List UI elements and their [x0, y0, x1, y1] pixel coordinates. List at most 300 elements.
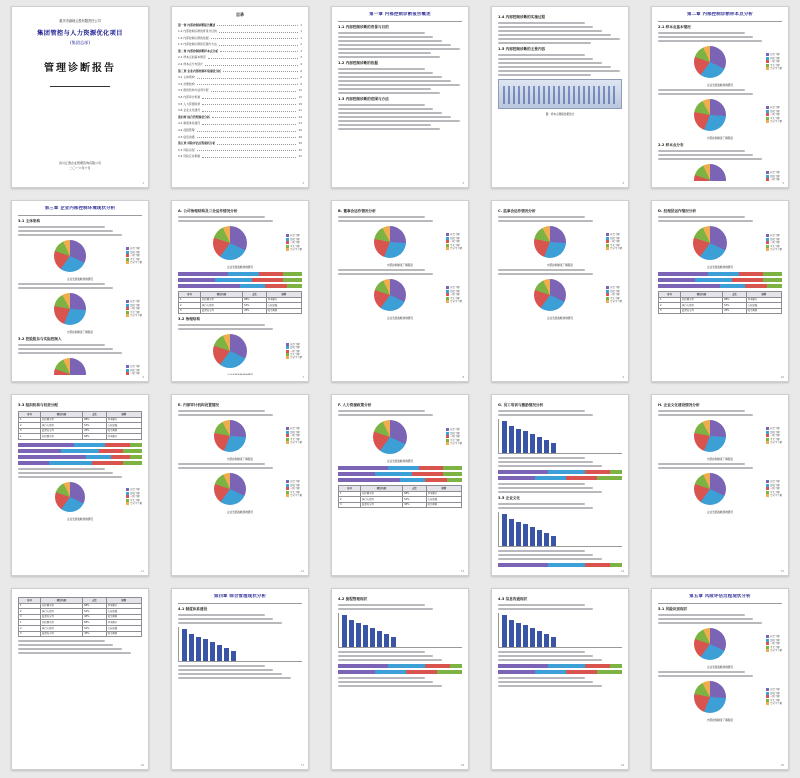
legend-label: 完全不了解 [290, 356, 302, 360]
toc-entry-page: 1 [300, 29, 302, 34]
text-line [338, 48, 460, 50]
page-cell[interactable] [640, 194, 800, 388]
page-content [338, 400, 462, 569]
text-line [498, 503, 585, 505]
bar [217, 645, 222, 661]
legend-swatch [766, 67, 769, 70]
text-line [338, 655, 433, 657]
bar-segment [767, 284, 782, 288]
table-header-cell: 项目内容 [40, 598, 82, 604]
cover-main-title: 管理诊断报告 [44, 63, 116, 74]
page-cell[interactable] [480, 194, 640, 388]
section-heading: 1.4 内部控制诊断的实施过程 [498, 15, 546, 19]
stacked-bar-row [338, 670, 462, 674]
toc-dots [197, 134, 297, 138]
chart-legend [766, 53, 782, 70]
bar-segment [130, 455, 142, 459]
text-line [338, 681, 433, 683]
legend-swatch [766, 120, 769, 123]
page-cell[interactable] [320, 388, 480, 582]
pie-block [18, 238, 142, 274]
chart-caption: 企业发展战略知晓情况 [707, 84, 733, 87]
toc-entry[interactable] [178, 81, 302, 86]
data-table [658, 291, 782, 314]
page-cell[interactable] [640, 582, 800, 776]
bar-segment [123, 461, 142, 465]
table-cell: 68% [83, 434, 106, 440]
document-page[interactable] [491, 6, 629, 188]
bar-segment [375, 472, 412, 476]
page-content [338, 12, 462, 181]
text-line [18, 226, 105, 228]
chart-caption: 企业发展战略知晓情况 [707, 511, 733, 514]
bar-segment [535, 476, 566, 480]
text-line [338, 84, 460, 86]
text-line [498, 220, 593, 222]
table-cell: 68% [83, 620, 106, 626]
toc-dots [202, 154, 296, 158]
text-line [338, 40, 442, 42]
legend-swatch [606, 247, 609, 250]
document-page[interactable] [331, 394, 469, 576]
bar-segment [610, 470, 622, 474]
legend-item [126, 261, 142, 264]
text-line [498, 273, 593, 275]
bar-segment [338, 478, 400, 482]
page-content [658, 12, 782, 181]
toc-dots [197, 128, 297, 132]
page-heading: 第三章 企业内部控制环境现状分析 [44, 206, 116, 211]
page-cell[interactable] [0, 194, 160, 388]
text-line [338, 124, 431, 126]
legend-label: 不太了解 [770, 437, 780, 441]
page-cell[interactable] [0, 388, 160, 582]
bar-segment [425, 664, 450, 668]
legend-label: 比较了解 [290, 430, 300, 434]
toc-entry-page: 6 [300, 75, 302, 80]
page-cell[interactable] [320, 194, 480, 388]
bar-segment [130, 443, 142, 447]
bar [530, 527, 535, 546]
text-line [498, 604, 585, 606]
legend-swatch [126, 314, 129, 317]
text-line [498, 465, 602, 467]
text-line [18, 344, 105, 346]
text-line [338, 32, 425, 34]
page-number: 13 [460, 570, 464, 573]
document-page[interactable] [491, 588, 629, 770]
table-header-cell: 序号 [179, 292, 201, 298]
legend-swatch [446, 442, 449, 445]
page-cell[interactable] [0, 582, 160, 776]
legend-label: 比较了解 [290, 346, 300, 350]
legend-label: 完全不了解 [610, 300, 622, 304]
toc-dots [219, 42, 298, 46]
toc-entry-label: 3.4 内部审计机制 [178, 95, 201, 100]
toc-dots [219, 29, 298, 33]
toc-entry[interactable] [178, 42, 302, 47]
text-line [498, 550, 585, 552]
bar-segment [425, 478, 447, 482]
toc-entry-page: 24 [298, 121, 302, 126]
section-heading: E. 内部审计机构设置情况 [178, 403, 220, 407]
chart-caption: 内部控制制度了解程度 [547, 264, 573, 267]
toc-dots [208, 55, 299, 59]
legend-label: 比较了解 [450, 236, 460, 240]
table-cell: 监督充分性 [40, 428, 82, 434]
text-line [658, 414, 753, 416]
section-heading: 3.1 主体架构 [18, 219, 40, 223]
legend-label: 一般了解 [290, 349, 300, 353]
toc-entry[interactable] [178, 134, 302, 139]
page-number: 7 [302, 376, 304, 379]
section-heading: 1.1 内部控制诊断的背景与目的 [338, 25, 389, 29]
legend-label: 完全不了解 [130, 314, 142, 318]
pie-block [658, 626, 782, 662]
legend-label: 非常了解 [450, 428, 460, 432]
toc-entry[interactable] [178, 48, 302, 53]
bar-segment [18, 461, 49, 465]
toc-entry[interactable] [178, 141, 302, 146]
text-line [498, 608, 593, 610]
table-header-cell: 说明 [426, 486, 461, 492]
toc-entry[interactable] [178, 55, 302, 60]
text-line [178, 414, 273, 416]
text-line [658, 216, 745, 218]
text-line [338, 120, 460, 122]
table-cell: 有待加强 [426, 497, 461, 503]
table-cell: 52% [403, 497, 426, 503]
pie-chart [54, 358, 86, 375]
table-cell: 3 [19, 428, 41, 434]
toc-entry-page: 32 [298, 154, 302, 159]
toc-entry[interactable] [178, 121, 302, 126]
section-heading: C. 监事会运作情况分析 [498, 209, 536, 213]
document-page[interactable] [11, 394, 149, 576]
legend-label: 一般了解 [770, 434, 780, 438]
chart-caption: 企业发展战略知晓情况 [227, 511, 253, 514]
table-cell: 制度健全性 [40, 603, 82, 609]
document-page[interactable] [331, 6, 469, 188]
table-cell: 68% [723, 297, 746, 303]
section-heading: 3.3 组织机构与权责分配 [18, 403, 58, 407]
legend-swatch [286, 356, 289, 359]
toc-entry[interactable] [178, 147, 302, 152]
legend-label: 完全不了解 [450, 442, 462, 446]
legend-label: 非常了解 [610, 286, 620, 290]
bar-chart [338, 613, 462, 648]
legend-item [126, 314, 142, 317]
text-line [338, 76, 442, 78]
toc-entry[interactable] [178, 75, 302, 80]
pie-chart [54, 240, 86, 272]
table-row [179, 308, 302, 314]
text-line [18, 348, 113, 350]
bar-segment [597, 670, 622, 674]
table-cell: 制度健全性 [40, 620, 82, 626]
section-heading: G. 员工培训与激励情况分析 [498, 403, 544, 407]
text-line [178, 673, 282, 675]
legend-label: 一般了解 [770, 113, 780, 117]
toc-entry[interactable] [178, 22, 302, 27]
table-header-cell: 说明 [106, 598, 141, 604]
legend-label: 一般了解 [770, 178, 780, 181]
legend-label: 一般了解 [770, 695, 780, 699]
legend-label: 一般了解 [450, 293, 460, 297]
page-cell[interactable] [480, 582, 640, 776]
table-cell: 1 [339, 491, 361, 497]
table-cell: 68% [403, 491, 426, 497]
pie-block [658, 97, 782, 133]
bar [377, 631, 382, 647]
text-line [18, 230, 113, 232]
toc-entry[interactable] [178, 68, 302, 73]
page-number: 9 [622, 376, 624, 379]
section-heading: 1.5 内部控制诊断的主要内容 [498, 47, 546, 51]
toc-entry[interactable] [178, 35, 302, 40]
document-page[interactable] [11, 588, 149, 770]
text-line [338, 56, 440, 58]
table-cell: 52% [723, 303, 746, 309]
text-line [338, 72, 433, 74]
document-page[interactable] [11, 6, 149, 188]
data-table [18, 411, 142, 440]
stacked-bar-chart [498, 563, 622, 569]
document-page[interactable] [651, 394, 789, 576]
bar-segment [105, 443, 130, 447]
legend-swatch [446, 300, 449, 303]
page-cell[interactable] [0, 0, 160, 194]
table-cell: 监督充分性 [200, 308, 242, 314]
bar-segment [338, 664, 388, 668]
legend-label: 一般了解 [130, 372, 140, 375]
text-line [178, 220, 273, 222]
document-page[interactable] [651, 588, 789, 770]
text-line [178, 622, 282, 624]
pie-block [658, 418, 782, 454]
heading-rule [658, 603, 782, 604]
toc-entry-label: 3.6 企业文化建设 [178, 108, 201, 113]
table-cell: 2 [659, 303, 681, 309]
page-cell[interactable] [640, 388, 800, 582]
chart-legend [286, 343, 302, 360]
chart-legend [766, 688, 782, 705]
legend-label: 完全不了解 [290, 248, 302, 252]
legend-swatch [766, 178, 769, 181]
section-heading: 3.2 治理结构 [178, 317, 200, 322]
page-content [178, 12, 302, 181]
legend-label: 非常了解 [450, 286, 460, 290]
text-line [498, 554, 593, 556]
chart-caption: 内部控制制度了解程度 [67, 331, 93, 334]
legend-label: 不太了解 [770, 244, 780, 248]
bar-segment [375, 670, 406, 674]
document-page[interactable] [331, 200, 469, 382]
bar [224, 648, 229, 661]
pie-chart [214, 473, 246, 505]
page-number: 16 [140, 764, 144, 767]
toc-entry[interactable] [178, 154, 302, 159]
legend-label: 完全不了解 [610, 247, 622, 251]
text-line [498, 457, 585, 459]
bar-segment [265, 284, 287, 288]
pie-chart [694, 681, 726, 713]
heading-rule [18, 215, 142, 216]
document-page[interactable] [171, 394, 309, 576]
data-table [18, 597, 142, 637]
text-line [658, 220, 753, 222]
legend-swatch [446, 247, 449, 250]
bar [551, 443, 556, 453]
legend-label: 一般了解 [770, 60, 780, 64]
document-page[interactable] [651, 6, 789, 188]
bar-segment [338, 472, 375, 476]
bar-segment [658, 284, 720, 288]
bar-segment [178, 272, 228, 276]
document-page[interactable] [491, 394, 629, 576]
page-heading: 第二章 内部控制诊断样本点分析 [687, 12, 753, 17]
text-line [498, 410, 585, 412]
chart-caption [178, 373, 302, 375]
pie-chart [693, 226, 727, 260]
chart-legend [766, 171, 782, 181]
section-heading: 5.1 风险识别现状 [658, 607, 688, 611]
legend-label: 比较了解 [770, 430, 780, 434]
toc-entry[interactable] [178, 128, 302, 133]
toc-entry[interactable] [178, 114, 302, 119]
table-cell: 52% [243, 303, 266, 309]
document-page[interactable] [171, 6, 309, 188]
legend-swatch [126, 502, 129, 505]
page-content [178, 594, 302, 763]
pie-chart [213, 334, 247, 368]
legend-label: 一般了解 [770, 642, 780, 646]
page-number: 2 [302, 182, 304, 185]
cover-subtitle: (集团总部) [69, 40, 91, 45]
toc-entry-page: 4 [300, 62, 302, 67]
toc-entry[interactable] [178, 108, 302, 113]
table-header-cell: 占比 [403, 486, 426, 492]
table-cell: 3 [19, 614, 41, 620]
page-cell[interactable] [160, 388, 320, 582]
text-line [498, 558, 602, 560]
bar-segment [92, 461, 123, 465]
figure-caption: 图：样本点调查结果统计 [545, 113, 575, 116]
legend-item [286, 356, 302, 359]
legend-swatch [126, 261, 129, 264]
legend-label: 非常了解 [770, 480, 780, 484]
stacked-bar-chart [338, 466, 462, 482]
table-cell: 45% [83, 614, 106, 620]
document-page[interactable] [171, 200, 309, 382]
page-heading: 第四章 综合管理现状分析 [213, 594, 267, 599]
toc-entry-label: 第五章 风险评估过程现状分析 [178, 141, 216, 146]
legend-label: 非常了解 [450, 233, 460, 237]
bar [523, 625, 528, 647]
text-line [338, 220, 433, 222]
table-header-cell: 项目内容 [40, 412, 82, 418]
toc-entry[interactable] [178, 88, 302, 93]
text-line [498, 58, 593, 60]
toc-entry[interactable] [178, 95, 302, 100]
text-line [658, 154, 753, 156]
document-page[interactable] [331, 588, 469, 770]
legend-item [446, 442, 462, 445]
stacked-bar-row [498, 664, 622, 668]
toc-dots [223, 68, 298, 72]
page-cell[interactable] [160, 194, 320, 388]
bar-segment [498, 664, 548, 668]
bar-segment [763, 278, 782, 282]
bar-segment [49, 461, 92, 465]
legend-swatch [606, 300, 609, 303]
legend-label: 一般了解 [130, 254, 140, 258]
table-cell: 执行有效性 [360, 497, 402, 503]
page-cell[interactable] [160, 0, 320, 194]
pie-block [18, 480, 142, 514]
toc-entry[interactable] [178, 29, 302, 34]
page-cell[interactable] [480, 388, 640, 582]
document-page[interactable] [11, 200, 149, 382]
bar [551, 536, 556, 546]
legend-label: 不太了解 [130, 498, 140, 502]
toc-dots [205, 62, 298, 66]
table-cell: 执行有效性 [40, 609, 82, 615]
page-cell[interactable] [320, 0, 480, 194]
cover-title: 集团管控与人力资源优化项目 [37, 30, 123, 37]
toc-entry-label: 4.3 信息沟通 [178, 134, 195, 139]
toc-entry[interactable] [178, 101, 302, 106]
text-line [498, 461, 593, 463]
heading-rule [338, 21, 462, 22]
legend-label: 不太了解 [130, 310, 140, 314]
chart-legend [606, 233, 622, 250]
table-cell: 45% [83, 631, 106, 637]
table-cell: 52% [83, 609, 106, 615]
table-cell: 1 [659, 297, 681, 303]
text-line [18, 476, 122, 478]
toc-entry-label: 4.1 制度体系建设 [178, 121, 201, 126]
stacked-bar-row [658, 278, 782, 282]
table-cell: 2 [179, 303, 201, 309]
page-cell[interactable] [320, 582, 480, 776]
table-header-cell: 序号 [659, 292, 681, 298]
table-cell: 1 [19, 417, 41, 423]
stacked-bar-row [338, 664, 462, 668]
page-cell[interactable] [160, 582, 320, 776]
toc-entry-page: 1 [300, 35, 302, 40]
document-page[interactable] [651, 200, 789, 382]
page-content [178, 206, 302, 375]
text-line [338, 651, 425, 653]
text-line [18, 472, 113, 474]
toc-entry[interactable] [178, 62, 302, 67]
section-heading: 1.2 内部控制诊断的依据 [338, 61, 378, 65]
document-page[interactable] [171, 588, 309, 770]
bar-segment [498, 470, 548, 474]
page-cell[interactable] [480, 0, 640, 194]
table-header-cell: 说明 [266, 292, 301, 298]
section-heading: A. 公司治理结构及三会运作情况分析 [178, 209, 238, 213]
bar-segment [412, 472, 443, 476]
page-number: 6 [142, 376, 144, 379]
table-cell: 制度健全性 [360, 491, 402, 497]
document-page[interactable] [491, 200, 629, 382]
page-cell[interactable] [640, 0, 800, 194]
legend-item [126, 372, 142, 375]
stacked-bar-chart [18, 443, 142, 465]
legend-label: 完全不了解 [450, 300, 462, 304]
